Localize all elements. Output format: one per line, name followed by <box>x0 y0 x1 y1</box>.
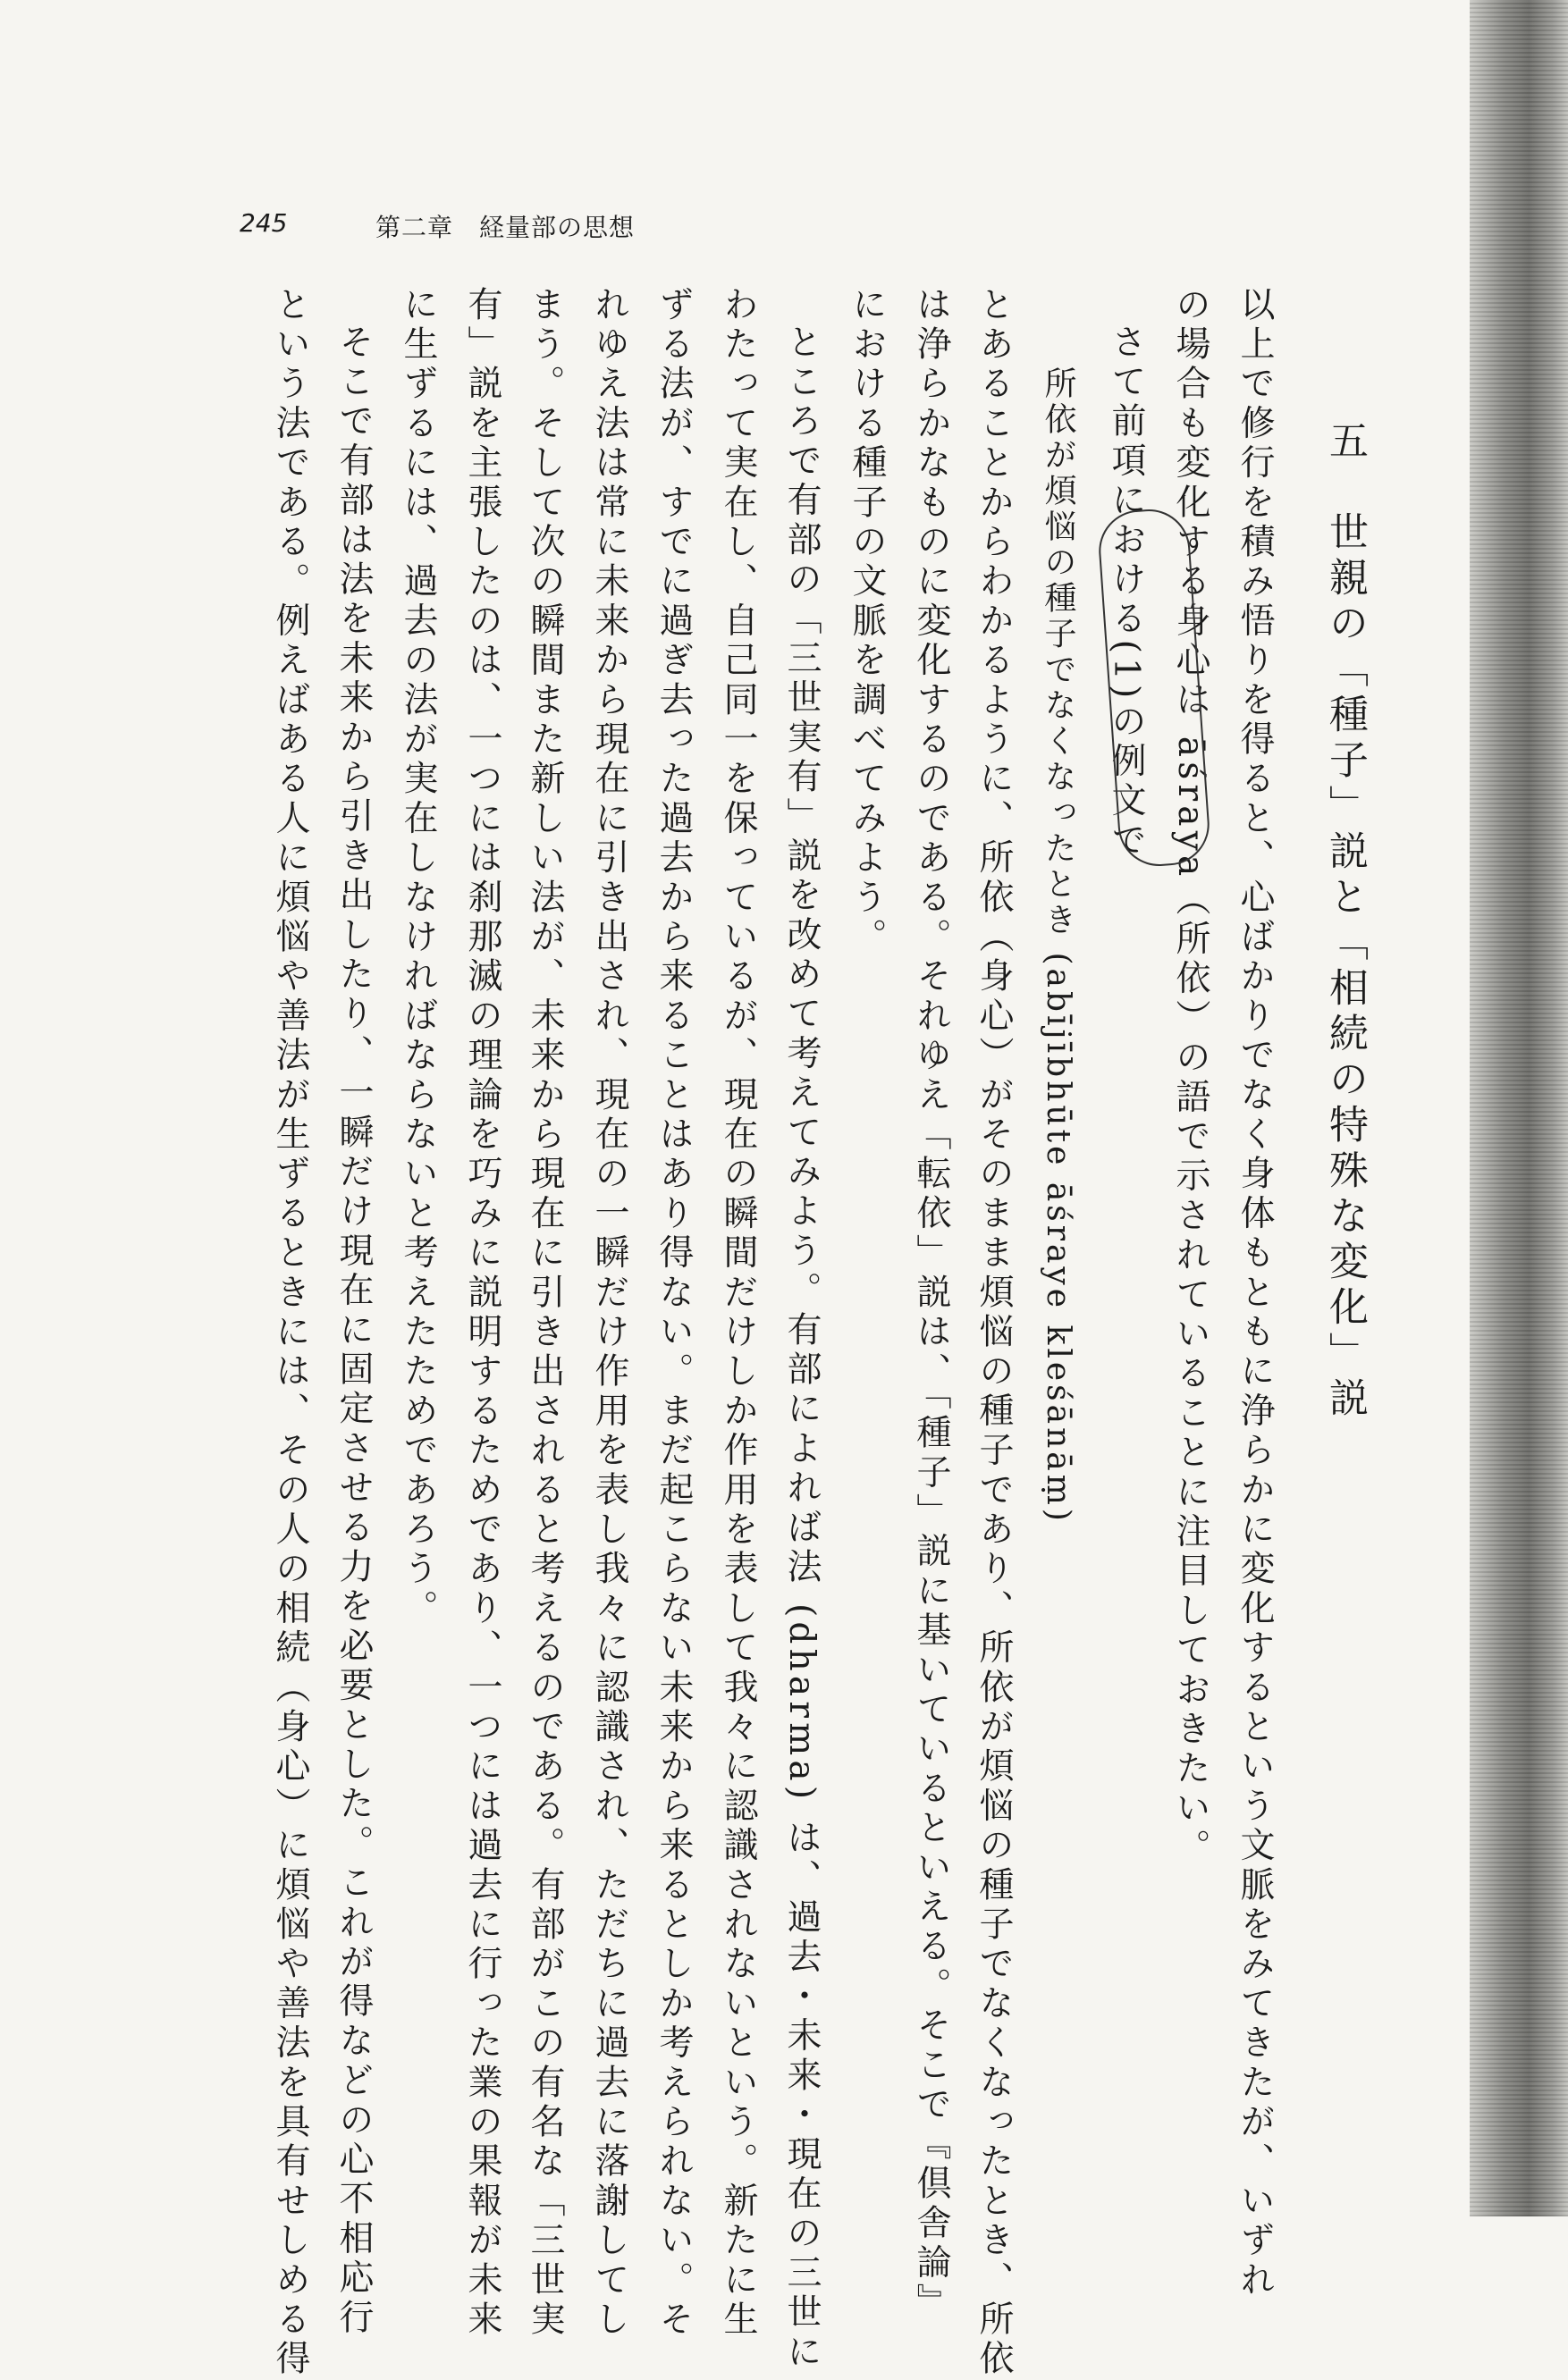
body-column: さて前項における(1)の例文で <box>1106 324 1146 862</box>
body-column: わたって実在し、自己同一を保っているが、現在の瞬間だけしか作用を表して我々に認識されないという。新たに生 <box>718 286 758 2341</box>
page-number: 245 <box>240 208 288 238</box>
book-binding-edge <box>1470 0 1568 2216</box>
body-column: とあることからわかるように、所依（身心）がそのまま煩悩の種子であり、所依が煩悩の種子でなくなったとき、所依 <box>974 286 1014 2380</box>
body-column: ずる法が、すでに過ぎ去った過去から来ることはあり得ない。まだ起こらない未来から来るとしか考えられない。そ <box>653 286 694 2341</box>
body-column: に生ずるには、過去の法が実在しなければならないと考えたためであろう。 <box>398 286 438 1629</box>
body-column: は浄らかなものに変化するのである。それゆえ「転依」説は、「種子」説に基いているといえる。そこで『倶舎論』 <box>911 286 951 2323</box>
running-title: 第二章 経量部の思想 <box>375 213 636 242</box>
body-column: 以上で修行を積み悟りを得ると、心ばかりでなく身体もともに浄らかに変化するという文脈をみてきたが、いずれ <box>1235 286 1275 2301</box>
section-title: 五 世親の「種子」説と「相続の特殊な変化」説 <box>1322 420 1368 1423</box>
body-column: 有」説を主張したのは、一つには刹那滅の理論を巧みに説明するためであり、一つには過去に行った業の果報が未来 <box>462 286 502 2341</box>
body-column: という法である。例えばある人に煩悩や善法が生ずるときには、その人の相続（身心）に煩悩や善法を具有せしめる得 <box>270 286 310 2380</box>
body-column: における種子の文脈を調べてみよう。 <box>847 286 887 958</box>
body-column: そこで有部は法を未来から引き出したり、一瞬だけ現在に固定させる力を必要とした。これが得などの心不相応行 <box>333 324 374 2339</box>
body-column: まう。そして次の瞬間また新しい法が、未来から現在に引き出されると考えるのである。有部がこの有名な「三世実 <box>525 286 565 2341</box>
body-column: れゆえ法は常に未来から現在に引き出され、現在の一瞬だけ作用を表し我々に認識され、ただちに過去に落謝してし <box>589 286 629 2341</box>
body-column: ところで有部の「三世実有」説を改めて考えてみよう。有部によれば法 (dharma) は、過去・未来・現在の三世に <box>781 324 822 2373</box>
body-column: の場合も変化する身心は āśraya（所依）の語で示されていることに注目しておきたい。 <box>1170 286 1210 1869</box>
body-column: 所依が煩悩の種子でなくなったとき (abījībhūte āśraye kleśānāṃ) <box>1040 366 1076 1525</box>
